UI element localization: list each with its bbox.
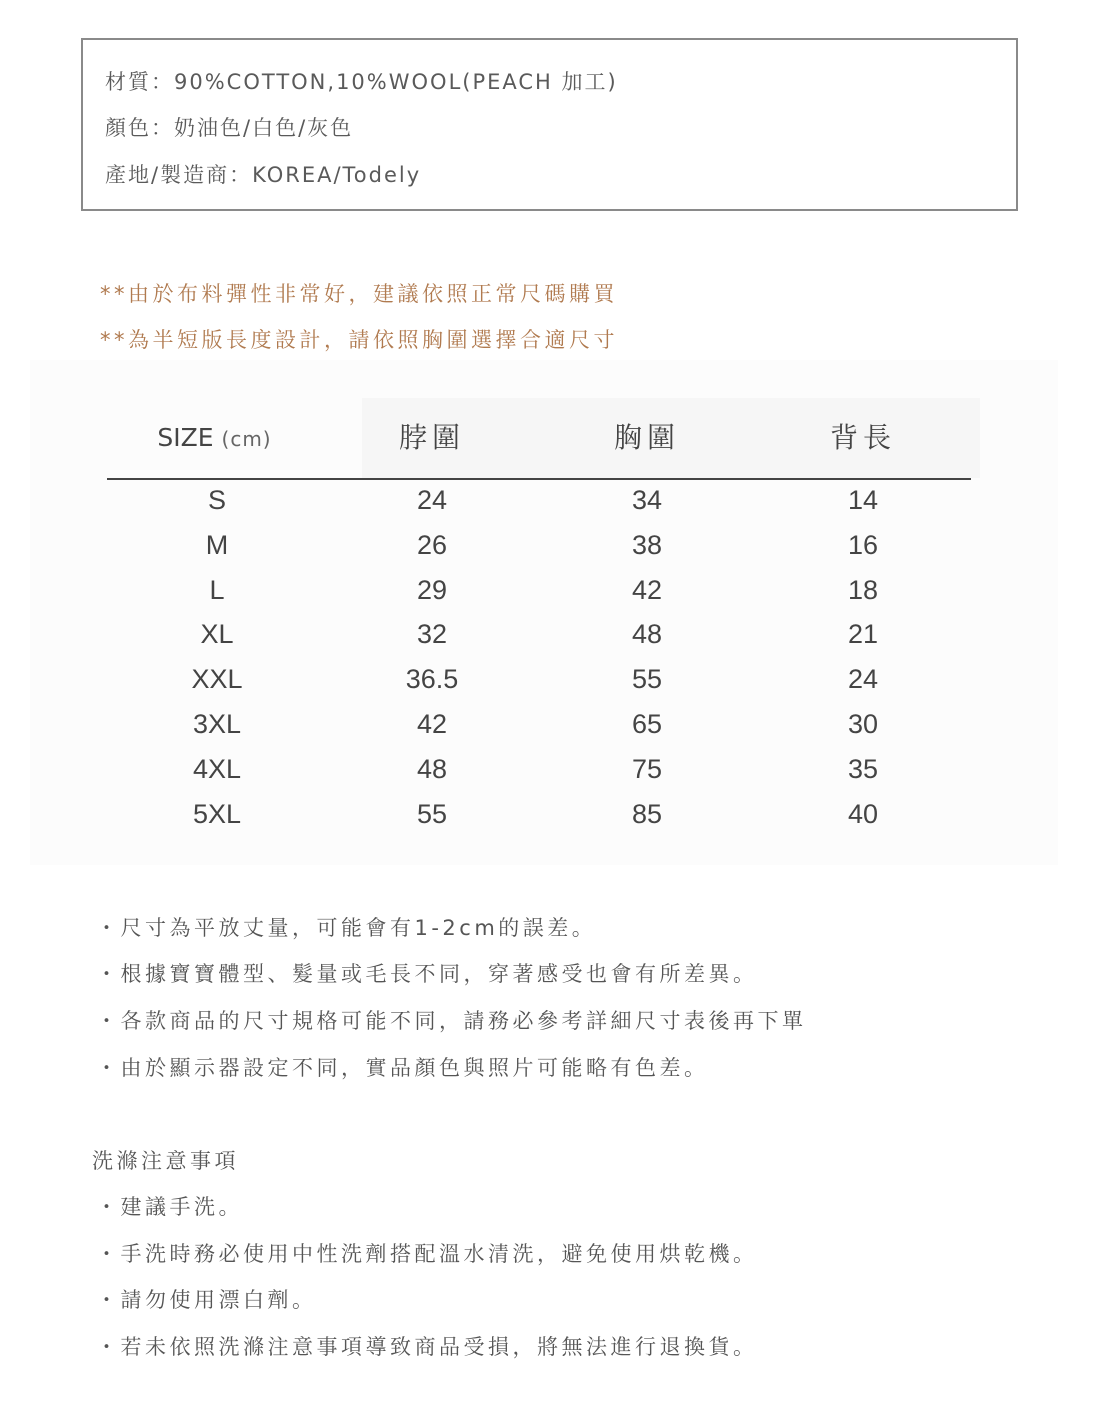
cell-neck: 26: [416, 529, 448, 560]
cell-size: XL: [200, 619, 234, 650]
cell-back: 18: [847, 574, 879, 605]
cell-chest: 85: [631, 798, 663, 829]
header-unit: (cm): [221, 427, 272, 451]
cell-size: L: [209, 574, 225, 605]
cell-back: 30: [847, 709, 879, 739]
size-note-bullet-2: ・根據寶寶體型、髮量或毛長不同，穿著感受也會有所差異。: [96, 962, 758, 986]
cell-size: 4XL: [192, 753, 242, 784]
cell-neck: 36.5: [405, 664, 459, 695]
origin-text: 產地/製造商：KOREA/Todely: [105, 163, 422, 187]
cell-chest: 48: [631, 619, 663, 650]
size-note-bullet-1: ・尺寸為平放丈量，可能會有1-2cm的誤差。: [96, 916, 597, 940]
product-info-box: [81, 38, 1018, 211]
wash-title: 洗滌注意事項: [92, 1149, 239, 1173]
cell-chest: 34: [631, 485, 663, 515]
cell-neck: 48: [416, 753, 448, 784]
wash-item-4: ・若未依照洗滌注意事項導致商品受損，將無法進行退換貨。: [96, 1335, 758, 1359]
wash-item-3: ・請勿使用漂白劑。: [96, 1288, 317, 1312]
size-note-bullet-3: ・各款商品的尺寸規格可能不同，請務必參考詳細尺寸表後再下單: [96, 1009, 807, 1033]
cell-chest: 42: [631, 574, 663, 605]
cell-size: 3XL: [192, 709, 242, 739]
cell-back: 24: [847, 664, 879, 695]
material-text: 材質：90%COTTON,10%WOOL(PEACH 加工): [105, 70, 618, 94]
header-back: 背長: [829, 421, 896, 454]
cell-back: 16: [847, 529, 879, 560]
cell-neck: 55: [416, 798, 448, 829]
cell-neck: 32: [416, 619, 448, 650]
size-note-1: **由於布料彈性非常好，建議依照正常尺碼購買: [100, 282, 618, 306]
cell-size: 5XL: [192, 798, 242, 829]
cell-chest: 55: [631, 664, 663, 695]
header-neck: 脖圍: [398, 421, 465, 454]
cell-size: M: [205, 529, 229, 560]
cell-back: 35: [847, 753, 879, 784]
cell-size: XXL: [191, 664, 243, 695]
cell-neck: 29: [416, 574, 448, 605]
wash-item-2: ・手洗時務必使用中性洗劑搭配溫水清洗，避免使用烘乾機。: [96, 1242, 758, 1266]
size-note-bullet-4: ・由於顯示器設定不同，實品顏色與照片可能略有色差。: [96, 1056, 709, 1080]
cell-size: S: [207, 485, 226, 515]
cell-chest: 75: [631, 753, 663, 784]
wash-item-1: ・建議手洗。: [96, 1195, 243, 1219]
cell-chest: 38: [631, 529, 663, 560]
cell-neck: 42: [416, 709, 448, 739]
header-size-label: SIZE: [157, 423, 214, 452]
cell-back: 40: [847, 798, 879, 829]
color-text: 顏色：奶油色/白色/灰色: [105, 116, 354, 140]
header-size: [107, 398, 322, 478]
size-note-2: **為半短版長度設計，請依照胸圍選擇合適尺寸: [100, 328, 618, 352]
cell-back: 14: [847, 485, 879, 515]
cell-back: 21: [847, 619, 879, 650]
cell-neck: 24: [416, 485, 448, 515]
header-chest: 胸圍: [613, 421, 680, 454]
cell-chest: 65: [631, 709, 663, 739]
